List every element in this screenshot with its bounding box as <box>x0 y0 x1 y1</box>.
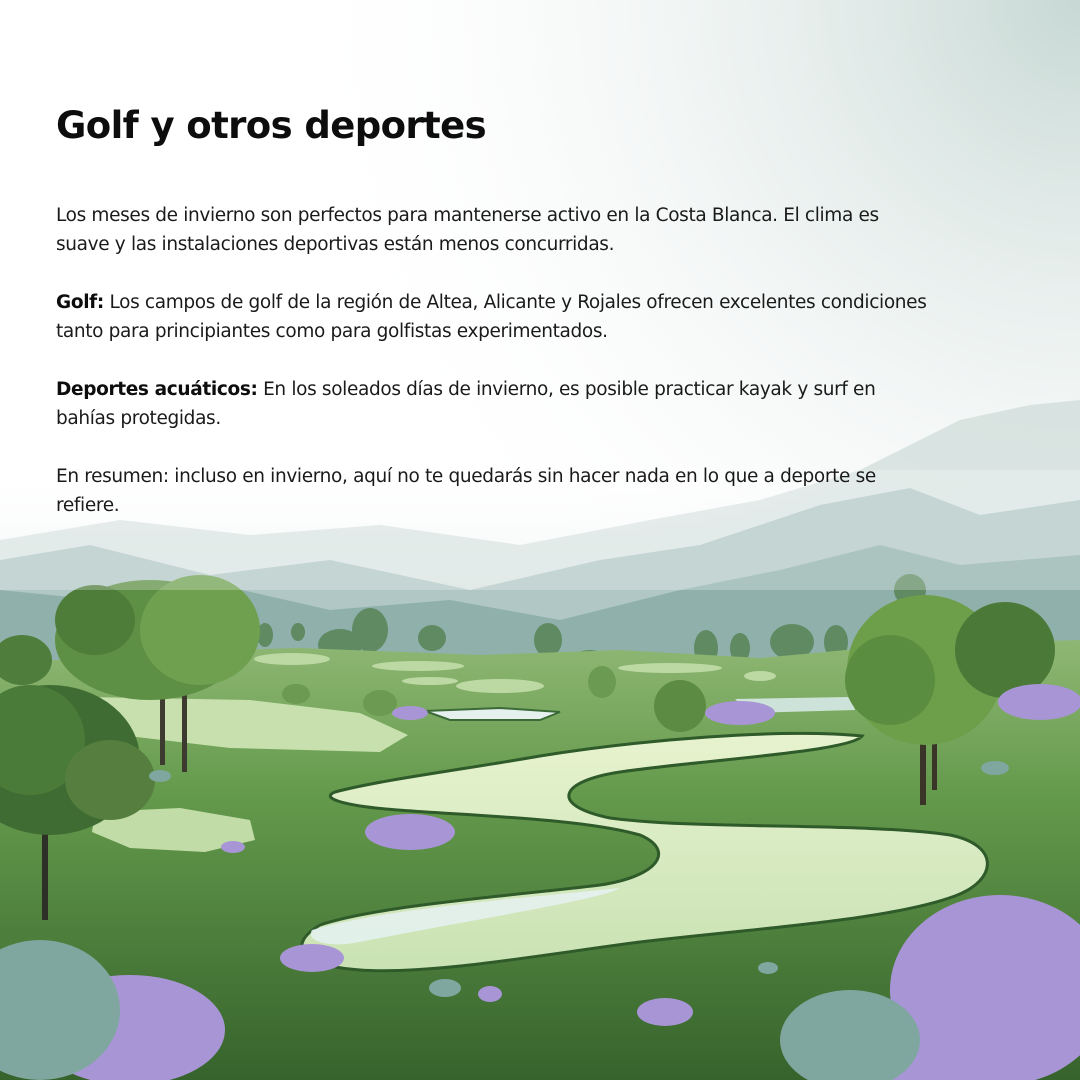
golf-text: Los campos de golf de la región de Altea, Alicante y Rojales ofrecen excelentes condiciones tanto para principiantes como para golfistas experimentados. <box>56 292 927 343</box>
water-sports-label: Deportes acuáticos: <box>56 379 258 401</box>
intro-paragraph: Los meses de invierno son perfectos para mantenerse activo en la Costa Blanca. El clima es suave y las instalaciones deportivas están menos concurridas. <box>56 205 879 256</box>
golf-label: Golf: <box>56 292 104 314</box>
text-content <box>56 104 936 520</box>
golf-paragraph <box>56 288 936 346</box>
water-sports-paragraph <box>56 375 936 433</box>
pond-small <box>425 708 560 720</box>
water-sports-text: En los soleados días de invierno, es posible practicar kayak y surf en bahías protegidas. <box>56 379 876 430</box>
summary-paragraph: En resumen: incluso en invierno, aquí no te quedarás sin hacer nada en lo que a deporte se refiere. <box>56 466 876 517</box>
page-title: Golf y otros deportes <box>56 104 487 147</box>
